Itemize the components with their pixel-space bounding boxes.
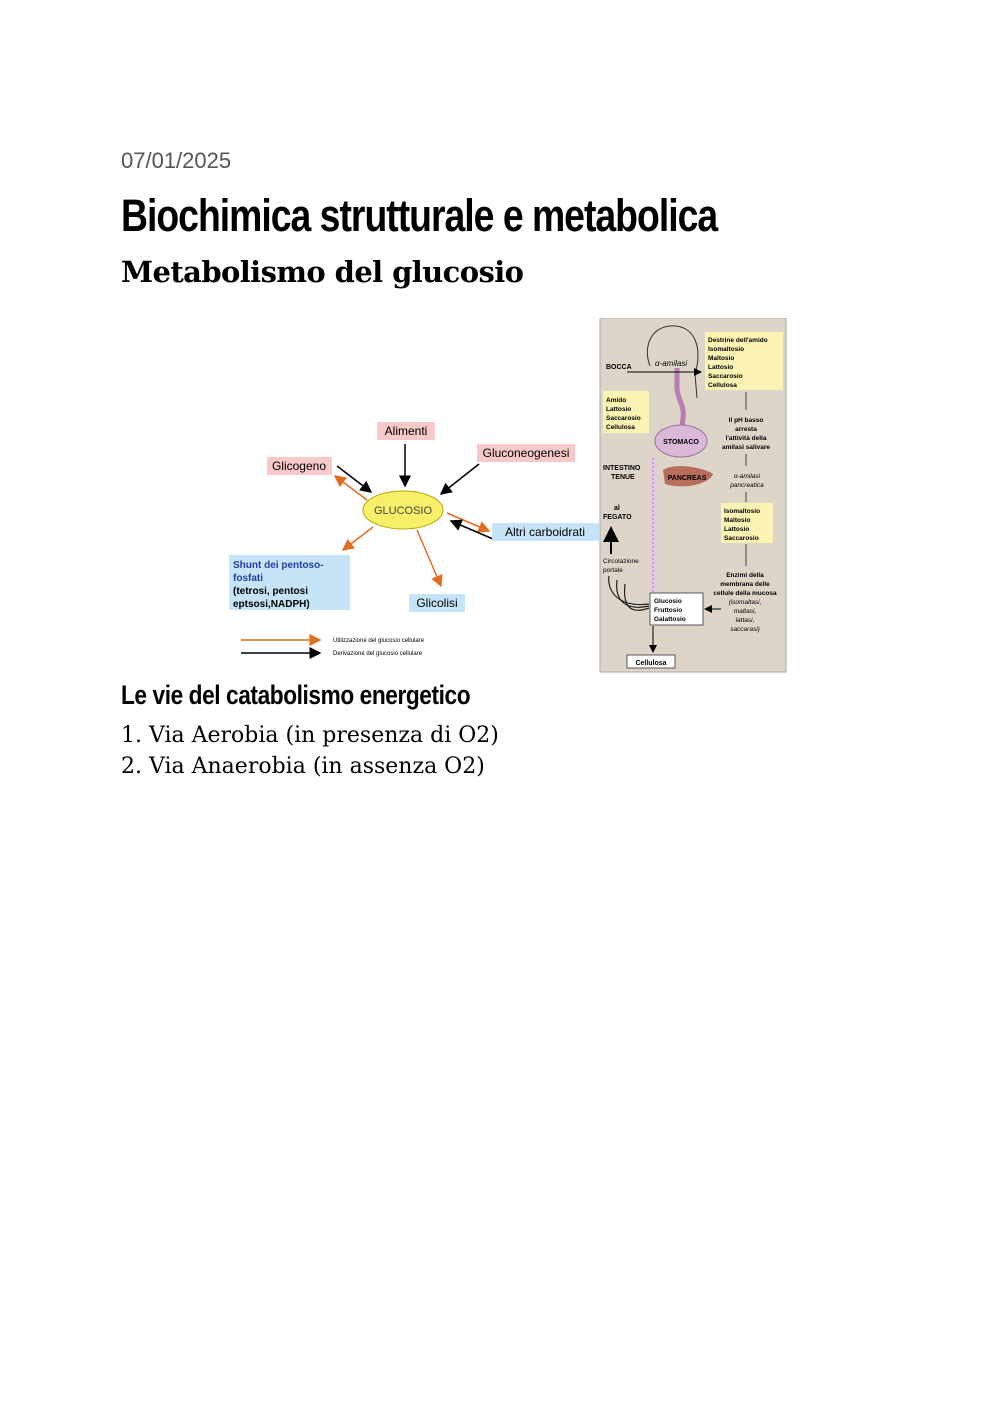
box2-item: Saccarosio [724,535,759,542]
enzimi-line: saccarasi) [730,626,760,633]
shunt-label-4: eptsosi,NADPH) [233,599,310,610]
glicolisi-label: Glicolisi [416,596,458,610]
gluconeogenesi-label: Gluconeogenesi [482,446,570,460]
shunt-label-2: fosfati [233,573,263,584]
ph-line: arresta [735,426,757,433]
enzimi-line: lattasi, [735,617,755,624]
box2-item: Maltosio [724,517,751,524]
box1-item: Lattosio [708,364,734,371]
box2-item: Lattosio [724,526,750,533]
fegato-label-2: FEGATO [603,514,632,521]
ph-line: l'attività della [725,435,767,442]
box1-item: Saccarosio [708,373,743,380]
list-item: 2. Via Anaerobia (in assenza O2) [121,754,485,779]
box1-item: Isomaltosio [708,346,745,353]
list-item: 1. Via Aerobia (in presenza di O2) [121,723,499,748]
pancreas-label: PANCREAS [667,475,707,482]
enzimi-line: maltasi, [733,608,757,615]
alimenti-label: Alimenti [384,424,428,438]
fegato-label-1: al [614,505,620,512]
amilasi-panc-1: α-amilasi [733,473,761,480]
page-title: Biochimica strutturale e metabolica [121,190,718,241]
glicogeno-label: Glicogeno [271,459,327,473]
box1-item: Maltosio [708,355,735,362]
enzimi-line: cellule della mucosa [713,590,777,597]
legend-black: Derivazione del glucosio cellulare [333,651,423,657]
metabolism-figure [225,318,790,676]
box3-item: Galattosio [654,616,686,623]
intestino-label-2: TENUE [611,474,635,481]
box3-item: Glucosio [654,598,682,605]
shunt-label-1: Shunt dei pentoso- [233,560,324,571]
circolazione-label-1: Circolazione [603,558,639,565]
intestino-label-1: INTESTINO [603,465,641,472]
stomaco-label: STOMACO [663,439,699,446]
circolazione-label-2: portale [603,567,623,574]
box2-item: Isomaltosio [724,508,761,515]
box-left-item: Lattosio [606,406,632,413]
ph-line: Il pH basso [728,417,764,424]
cellulosa-label: Cellulosa [635,660,667,667]
amilasi-label: α-amilasi [655,359,688,368]
amilasi-panc-2: pancreatica [730,482,764,489]
enzimi-line: Enzimi della [726,572,764,579]
glucosio-label: GLUCOSIO [373,505,433,517]
enzimi-line: membrana delle [720,581,770,588]
catabolism-list [121,720,499,782]
box1-item: Destrine dell'amido [708,337,768,344]
ph-line: amilasi salivare [721,444,771,451]
page-subtitle: Metabolismo del glucosio [121,255,524,289]
legend-orange: Utilizzazione del glucosio cellulare [333,638,425,644]
digestion-diagram [600,318,786,672]
document-date: 07/01/2025 [121,148,232,173]
shunt-label-3: (tetrosi, pentosi [233,586,309,597]
section-heading: Le vie del catabolismo energetico [121,680,471,710]
enzimi-line: (isomaltasi, [728,599,762,606]
box-left-item: Cellulosa [606,424,635,431]
box3-list [654,598,686,623]
box3-item: Fruttosio [654,607,683,614]
glucose-hub-diagram [229,422,599,657]
bocca-label: BOCCA [606,364,632,371]
box-left-item: Amido [606,397,627,404]
box-left-item: Saccarosio [606,415,641,422]
altri-carboidrati-label: Altri carboidrati [504,525,586,539]
box1-item: Cellulosa [708,382,737,389]
